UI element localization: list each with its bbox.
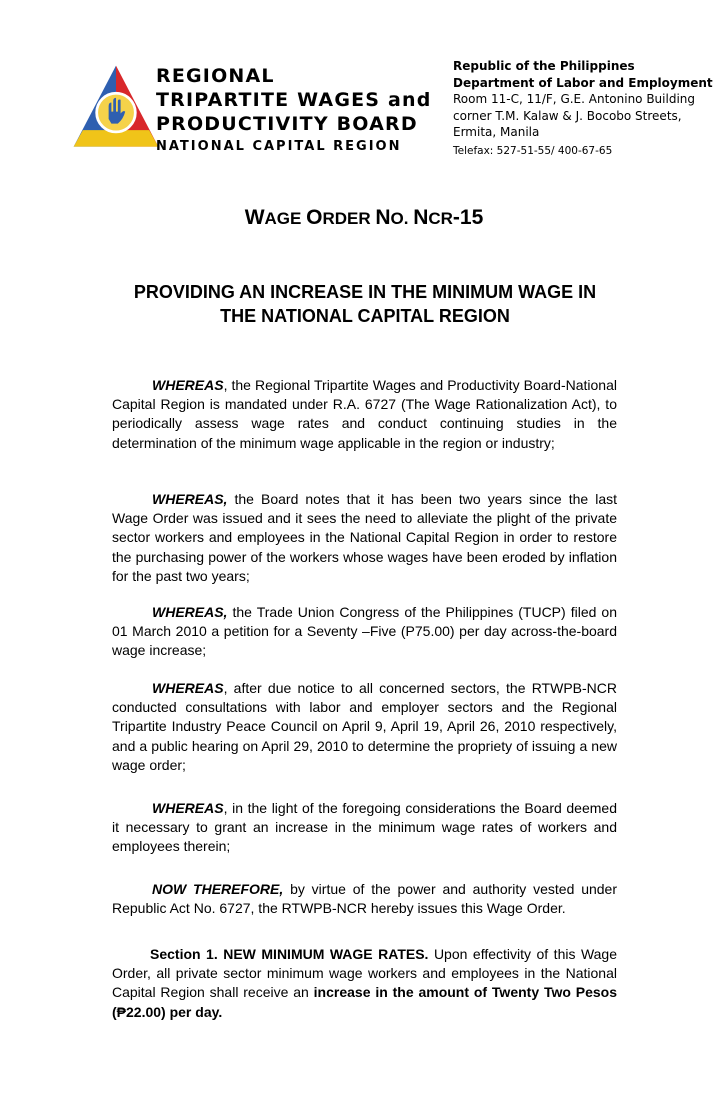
contact-block (453, 58, 713, 159)
org-name-block (156, 64, 432, 154)
title-part: -15 (452, 206, 484, 229)
document-subject (100, 280, 630, 328)
paragraph-lead: NOW THEREFORE, (152, 881, 284, 897)
paragraph-body: Upon effectivity of this Wage Order, all private sector minimum wage workers and employees in the National Capital Region shall receive an (112, 946, 618, 1001)
paragraph-lead: WHEREAS (152, 377, 224, 393)
whereas-paragraph-1 (112, 376, 617, 453)
paragraph-body: the Board notes that it has been two years since the last Wage Order was issued and it sees the need to alleviate the plight of the private sector workers and employees in the National Capital Region in order to restore the purchasing power of the workers whose wages have been eroded by inflation for the past two years; (112, 491, 617, 584)
address-line2: corner T.M. Kalaw & J. Bocobo Streets, (453, 108, 682, 123)
paragraph-body: , in the light of the foregoing considerations the Board deemed it necessary to grant an increase in the minimum wage rates of workers and employees therein; (112, 800, 617, 855)
org-name-line1: REGIONAL (156, 65, 275, 87)
republic-label: Republic of the Philippines (453, 59, 635, 73)
increase-amount: increase in the amount of Twenty Two Pesos (₱22.00) per day. (112, 984, 617, 1020)
title-part: RDER (322, 209, 376, 228)
section-1-paragraph (112, 945, 617, 1022)
paragraph-body: , the Regional Tripartite Wages and Productivity Board-National Capital Region is mandated under R.A. 6727 (The Wage Rationalization Act), to periodically assess wage rates and conduct continuing studies in the determination of the minimum wage applicable in the region or industry; (112, 377, 617, 451)
department-label: Department of Labor and Employment (453, 75, 713, 90)
org-region: NATIONAL CAPITAL REGION (156, 139, 402, 154)
document-title (0, 206, 728, 230)
subject-line1: PROVIDING AN INCREASE IN THE MINIMUM WAGE IN (133, 282, 597, 302)
paragraph-lead: WHEREAS (152, 680, 224, 696)
now-therefore-paragraph (112, 880, 617, 918)
paragraph-body: by virtue of the power and authority vested under Republic Act No. 6727, the RTWPB-NCR hereby issues this Wage Order. (112, 881, 617, 917)
paragraph-lead: WHEREAS, (152, 491, 228, 507)
title-part: O (306, 206, 323, 229)
paragraph-lead: WHEREAS, (152, 604, 228, 620)
section-1-heading: Section 1. NEW MINIMUM WAGE RATES. (150, 946, 429, 962)
title-part: W (244, 206, 265, 229)
paragraph-body: , after due notice to all concerned sectors, the RTWPB-NCR conducted consultations with labor and employer sectors and the Regional Tripartite Industry Peace Council on April 9, April 19, April 26, 2010 respectively, and a public hearing on April 29, 2010 to determine the propriety of issuing a new wage order; (112, 680, 617, 773)
address-line1: Room 11-C, 11/F, G.E. Antonino Building (453, 92, 696, 106)
whereas-paragraph-2 (112, 490, 617, 586)
title-part: N (413, 206, 429, 229)
title-part: CR (428, 209, 453, 228)
address-line3: Ermita, Manila (453, 125, 540, 139)
subject-line2: THE NATIONAL CAPITAL REGION (220, 306, 510, 326)
title-part: AGE (264, 209, 307, 228)
title-part: O. (390, 209, 414, 228)
whereas-paragraph-3 (112, 603, 617, 661)
org-name-line2: TRIPARTITE WAGES and (156, 89, 432, 111)
whereas-paragraph-4 (112, 679, 617, 775)
dole-logo-icon (70, 62, 162, 154)
telefax: Telefax: 527-51-55/ 400-67-65 (453, 144, 613, 157)
title-part: N (375, 206, 391, 229)
org-name-line3: PRODUCTIVITY BOARD (156, 113, 418, 135)
whereas-paragraph-5 (112, 799, 617, 857)
paragraph-lead: WHEREAS (152, 800, 224, 816)
paragraph-body: the Trade Union Congress of the Philippines (TUCP) filed on 01 March 2010 a petition for a Seventy –Five (P75.00) per day across-the-board wage increase; (112, 604, 617, 659)
